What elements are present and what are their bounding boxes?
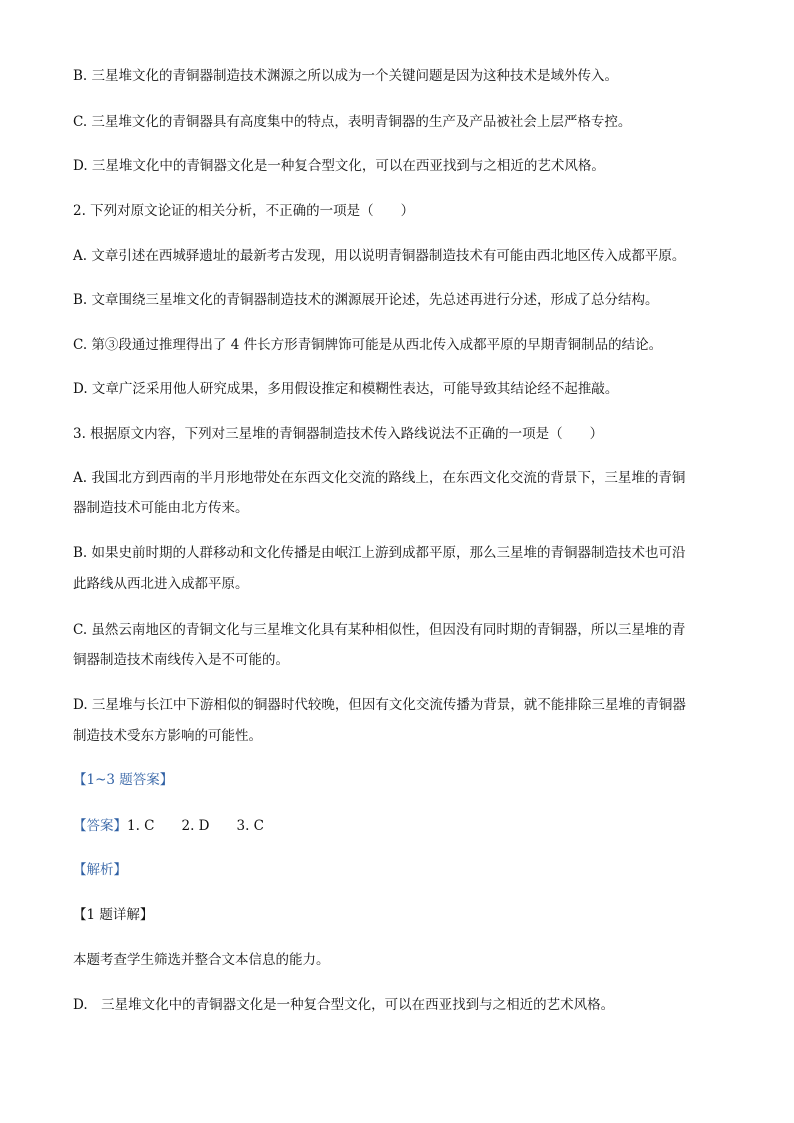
detail-option-d: D. 三星堆文化中的青铜器文化是一种复合型文化，可以在西亚找到与之相近的艺术风格。 [73,997,615,1013]
q3-option-d-line1: D. 三星堆与长江中下游相似的铜器时代较晚，但因有文化交流传播为背景，就不能排除三星堆的青铜器 [73,697,686,713]
q3-option-a-line2: 器制造技术可能由北方传来。 [73,500,249,516]
q3-stem: 3. 根据原文内容，下列对三星堆的青铜器制造技术传入路线说法不正确的一项是（ ） [73,426,604,442]
q2-option-c: C. 第③段通过推理得出了 4 件长方形青铜牌饰可能是从西北传入成都平原的早期青铜制品的结论。 [73,337,663,353]
detail-heading: 【1 题详解】 [73,907,154,923]
q2-option-d: D. 文章广泛采用他人研究成果，多用假设推定和模糊性表达，可能导致其结论经不起推敲。 [73,381,619,397]
q1-option-d: D. 三星堆文化中的青铜器文化是一种复合型文化，可以在西亚找到与之相近的艺术风格。 [73,158,605,174]
q3-option-b-line2: 此路线从西北进入成都平原。 [73,576,249,592]
q3-option-b-line1: B. 如果史前时期的人群移动和文化传播是由岷江上游到成都平原，那么三星堆的青铜器制造技术也可沿 [73,545,686,561]
answer-values: 1. C 2. D 3. C [127,818,264,834]
q1-option-c: C. 三星堆文化的青铜器具有高度集中的特点，表明青铜器的生产及产品被社会上层严格专控。 [73,114,632,130]
q3-option-a-line1: A. 我国北方到西南的半月形地带处在东西文化交流的路线上，在东西文化交流的背景下，三星堆的青铜 [73,470,686,486]
q3-option-c-line1: C. 虽然云南地区的青铜文化与三星堆文化具有某种相似性，但因没有同时期的青铜器，所以三星堆的青 [73,622,686,638]
analysis-heading: 【解析】 [73,862,127,878]
answer-line [73,818,723,834]
answer-label: 【答案】 [73,818,127,834]
q2-option-b: B. 文章围绕三星堆文化的青铜器制造技术的渊源展开论述，先总述再进行分述，形成了总分结构。 [73,292,659,308]
q3-option-d-line2: 制造技术受东方影响的可能性。 [73,728,262,744]
detail-text: 本题考查学生筛选并整合文本信息的能力。 [73,952,330,968]
q2-stem: 2. 下列对原文论证的相关分析，不正确的一项是（ ） [73,203,415,219]
answer-heading: 【1~3 题答案】 [73,772,174,788]
q3-option-c-line2: 铜器制造技术南线传入是不可能的。 [73,652,289,668]
q2-option-a: A. 文章引述在西城驿遗址的最新考古发现，用以说明青铜器制造技术有可能由西北地区传入成都平原。 [73,248,686,264]
q1-option-b: B. 三星堆文化的青铜器制造技术渊源之所以成为一个关键问题是因为这种技术是域外传入。 [73,68,619,84]
